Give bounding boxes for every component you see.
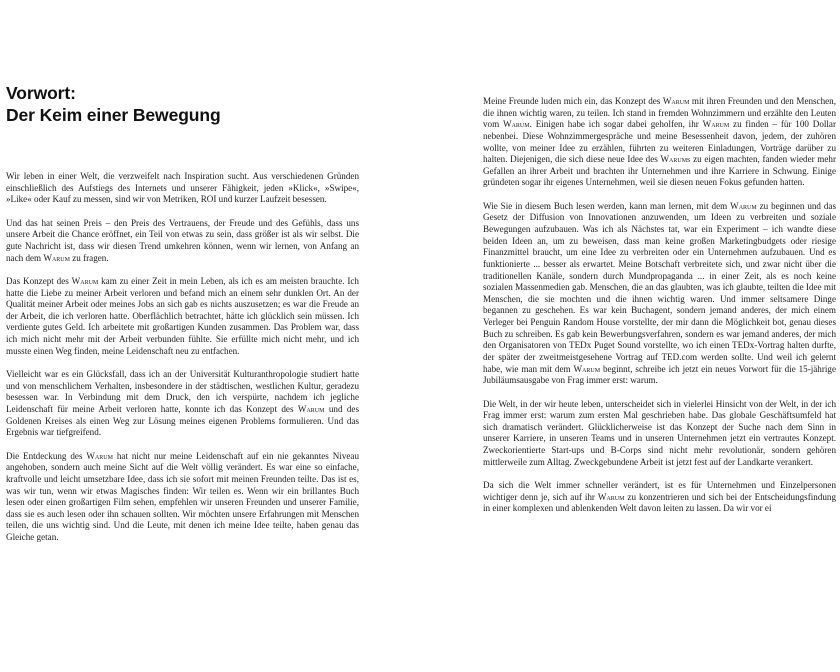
paragraph: Da sich die Welt immer schneller verändert, ist es für Unternehmen und Einzelpersonen wichtiger denn je, sich auf ihr Warum zu konzentrieren und sich bei der Entscheidungsfindung in einer komplexen und ablenkenden Welt davon leiten zu lassen. Da wir vor ei xyxy=(483,480,837,514)
right-page xyxy=(420,0,840,672)
warum-term: Warum xyxy=(730,200,757,211)
paragraph: Die Entdeckung des Warum hat nicht nur meine Leidenschaft auf ein nie gekanntes Niveau angehoben, sondern auch meine Sicht auf die Welt völlig verändert. Es war eine so einfache, kraftvolle und leicht umsetzbare Idee, dass ich sie sofort mit meinen Freunden teilte. Das ist es, was wir tun, wenn wir etwas Magisches finden: Wir teilen es. Wenn wir ein brillantes Buch lesen oder einen großartigen Film sehen, empfehlen wir unseren Freunden und unserer Familie, dass sie es auch lesen oder ihn schauen sollten. Wir möchten unsere Erfahrungen mit Menschen teilen, die uns wichtig sind. Und die Leute, mit denen ich meine Idee teilte, haben genau das Gleiche getan. xyxy=(6,450,359,543)
warum-term: Warum xyxy=(573,363,601,374)
paragraph: Meine Freunde luden mich ein, das Konzept des Warum mit ihren Freunden und den Menschen, die ihnen wichtig waren, zu teilen. Ich stand in fremden Wohnzimmern und erzählte den Leuten vom Warum. Einigen habe ich sogar dabei geholfen, ihr Warum zu finden – für 100 Dollar nebenbei. Diese Wohnzimmergespräche und meine Besessenheit davon, jedem, der zuhören wollte, von meiner Idee zu erzählen, führten zu weiteren Einladungen, Vorträge darüber zu halten. Diejenigen, die sich diese neue Idee des Warums zu eigen machten, fanden wieder mehr Gefallen an ihrer Arbeit und brachten ihr Unternehmen und ihre Karriere in Schwung. Einige gründeten sogar ihr eigenes Unternehmen, weil sie diesen neuen Fokus gefunden hatten. xyxy=(483,96,836,188)
warum-term: Warum xyxy=(71,275,99,286)
paragraph: Die Welt, in der wir heute leben, unterscheidet sich in vielerlei Hinsicht von der Welt, in der ich Frag immer erst: warum zum ersten Mal geschrieben habe. Das globale Geschäftsumfeld hat sich dramatisch verändert. Glücklicherweise ist das Konzept der Suche nach dem Sinn in unserer Karriere, in unseren Teams und in unseren Unternehmen jetzt ein vertrautes Konzept. Zweckorientierte Start-ups und B-Corps sind nicht mehr revolutionär, sondern gehören mittlerweile zum Alltag. Zweckgebundene Arbeit ist jetzt fest auf der Landkarte verankert. xyxy=(483,398,836,467)
heading-line-1: Vorwort: xyxy=(6,83,76,103)
heading-line-2: Der Keim einer Bewegung xyxy=(6,105,221,125)
warum-term: Warums xyxy=(660,154,691,165)
warum-term: Warum xyxy=(662,96,690,106)
left-text-column xyxy=(6,171,359,555)
paragraph: Und das hat seinen Preis – den Preis des Vertrauens, der Freude und des Gefühls, dass uns unsere Arbeit die Chance eröffnet, ein Teil von etwas zu sein, dass größer ist als wir selbst. Die gute Nachricht ist, dass wir diesen Trend umkehren können, wenn wir lernen, von Anfang an nach dem Warum zu fragen. xyxy=(6,217,359,263)
paragraph: Wie Sie in diesem Buch lesen werden, kann man lernen, mit dem Warum zu beginnen und das Gesetz der Diffusion von Innovationen anzuwenden, um Ideen zu verbreiten und soziale Bewegungen aufzubauen. Was ich als Nächstes tat, war ein Experiment – ich wandte diese beiden Ideen an, um zu beweisen, dass man keine großen Marketingbudgets oder riesige Finanzmittel braucht, um eine Idee zu verbreiten oder ein Unternehmen aufzubauen. Und es funktionierte ... besser als erwartet. Meine Botschaft verbreitete sich, und zwar nicht über die traditionellen Kanäle, sondern durch Mundpropaganda ... in einer Zeit, als es noch keine sozialen Massenmedien gab. Menschen, die an das glaubten, was ich glaubte, teilten die Idee mit Menschen, die sie mochten und die ihnen wichtig waren. Und immer seltsamere Dinge begannen zu geschehen. Es war kein Buchagent, sondern jemand anderes, der mich einem Verleger bei Penguin Random House vorstellte, der mir dann die Möglichkeit bot, genau dieses Buch zu schreiben. Es gab kein Bewerbungsverfahren, sondern es war jemand anderes, der mich den Organisatoren von TEDx Puget Sound vorstellte, wo ich einen TEDx-Vortrag halten durfte, der später der zweitmeistgesehene Vortrag auf TED.com werden sollte. Und weil ich gelernt habe, wie man mit dem Warum beginnt, schreibe ich jetzt ein neues Vorwort für die 15-jährige Jubiläumsausgabe von Frag immer erst: warum. xyxy=(483,200,836,386)
warum-term: Warum xyxy=(503,119,530,130)
warum-term: Warum xyxy=(43,252,70,263)
warum-term: Warum xyxy=(597,491,625,502)
paragraph: Das Konzept des Warum kam zu einer Zeit in mein Leben, als ich es am meisten brauchte. Ich hatte die Liebe zu meiner Arbeit verloren und befand mich an einem sehr dunklen Ort. An der Qualität meiner Arbeit oder meines Jobs an sich gab es nichts auszusetzen; es war die Freude an der Arbeit, die ich verloren hatte. Oberflächlich betrachtet, hätte ich glücklich sein müssen. Ich verdiente gutes Geld. Ich arbeitete mit großartigen Kunden zusammen. Das Problem war, dass ich mich nicht mehr mit der Arbeit verbunden fühlte. Sie erfüllte mich nicht mehr, und ich musste einen Weg finden, meine Leidenschaft neu zu entfachen. xyxy=(6,275,359,356)
paragraph: Vielleicht war es ein Glücksfall, dass ich an der Universität Kulturanthropologie studiert hatte und von menschlichem Verhalten, insbesondere in der städtischen, westlichen Kultur, geradezu besessen war. In Verbindung mit dem Druck, den ich verspürte, nachdem ich jegliche Leidenschaft für meine Arbeit verloren hatte, konnte ich das Konzept des Warum und des Goldenen Kreises als einen Weg zur Lösung meines eigenen Problems formulieren. Und das Ergebnis war tiefgreifend. xyxy=(6,369,359,438)
paragraph: Wir leben in einer Welt, die verzweifelt nach Inspiration sucht. Aus verschiedenen Gründen einschließlich des Aufstiegs des Internets und unserer Fähigkeit, jeden »Klick«, »Swipe«, »Like« oder Kauf zu messen, sind wir von Metriken, ROI und kurzer Laufzeit besessen. xyxy=(6,171,359,205)
warum-term: Warum xyxy=(297,404,325,415)
warum-term: Warum xyxy=(702,119,730,130)
right-text-column xyxy=(483,96,836,527)
chapter-heading xyxy=(6,82,221,126)
warum-term: Warum xyxy=(86,450,113,461)
